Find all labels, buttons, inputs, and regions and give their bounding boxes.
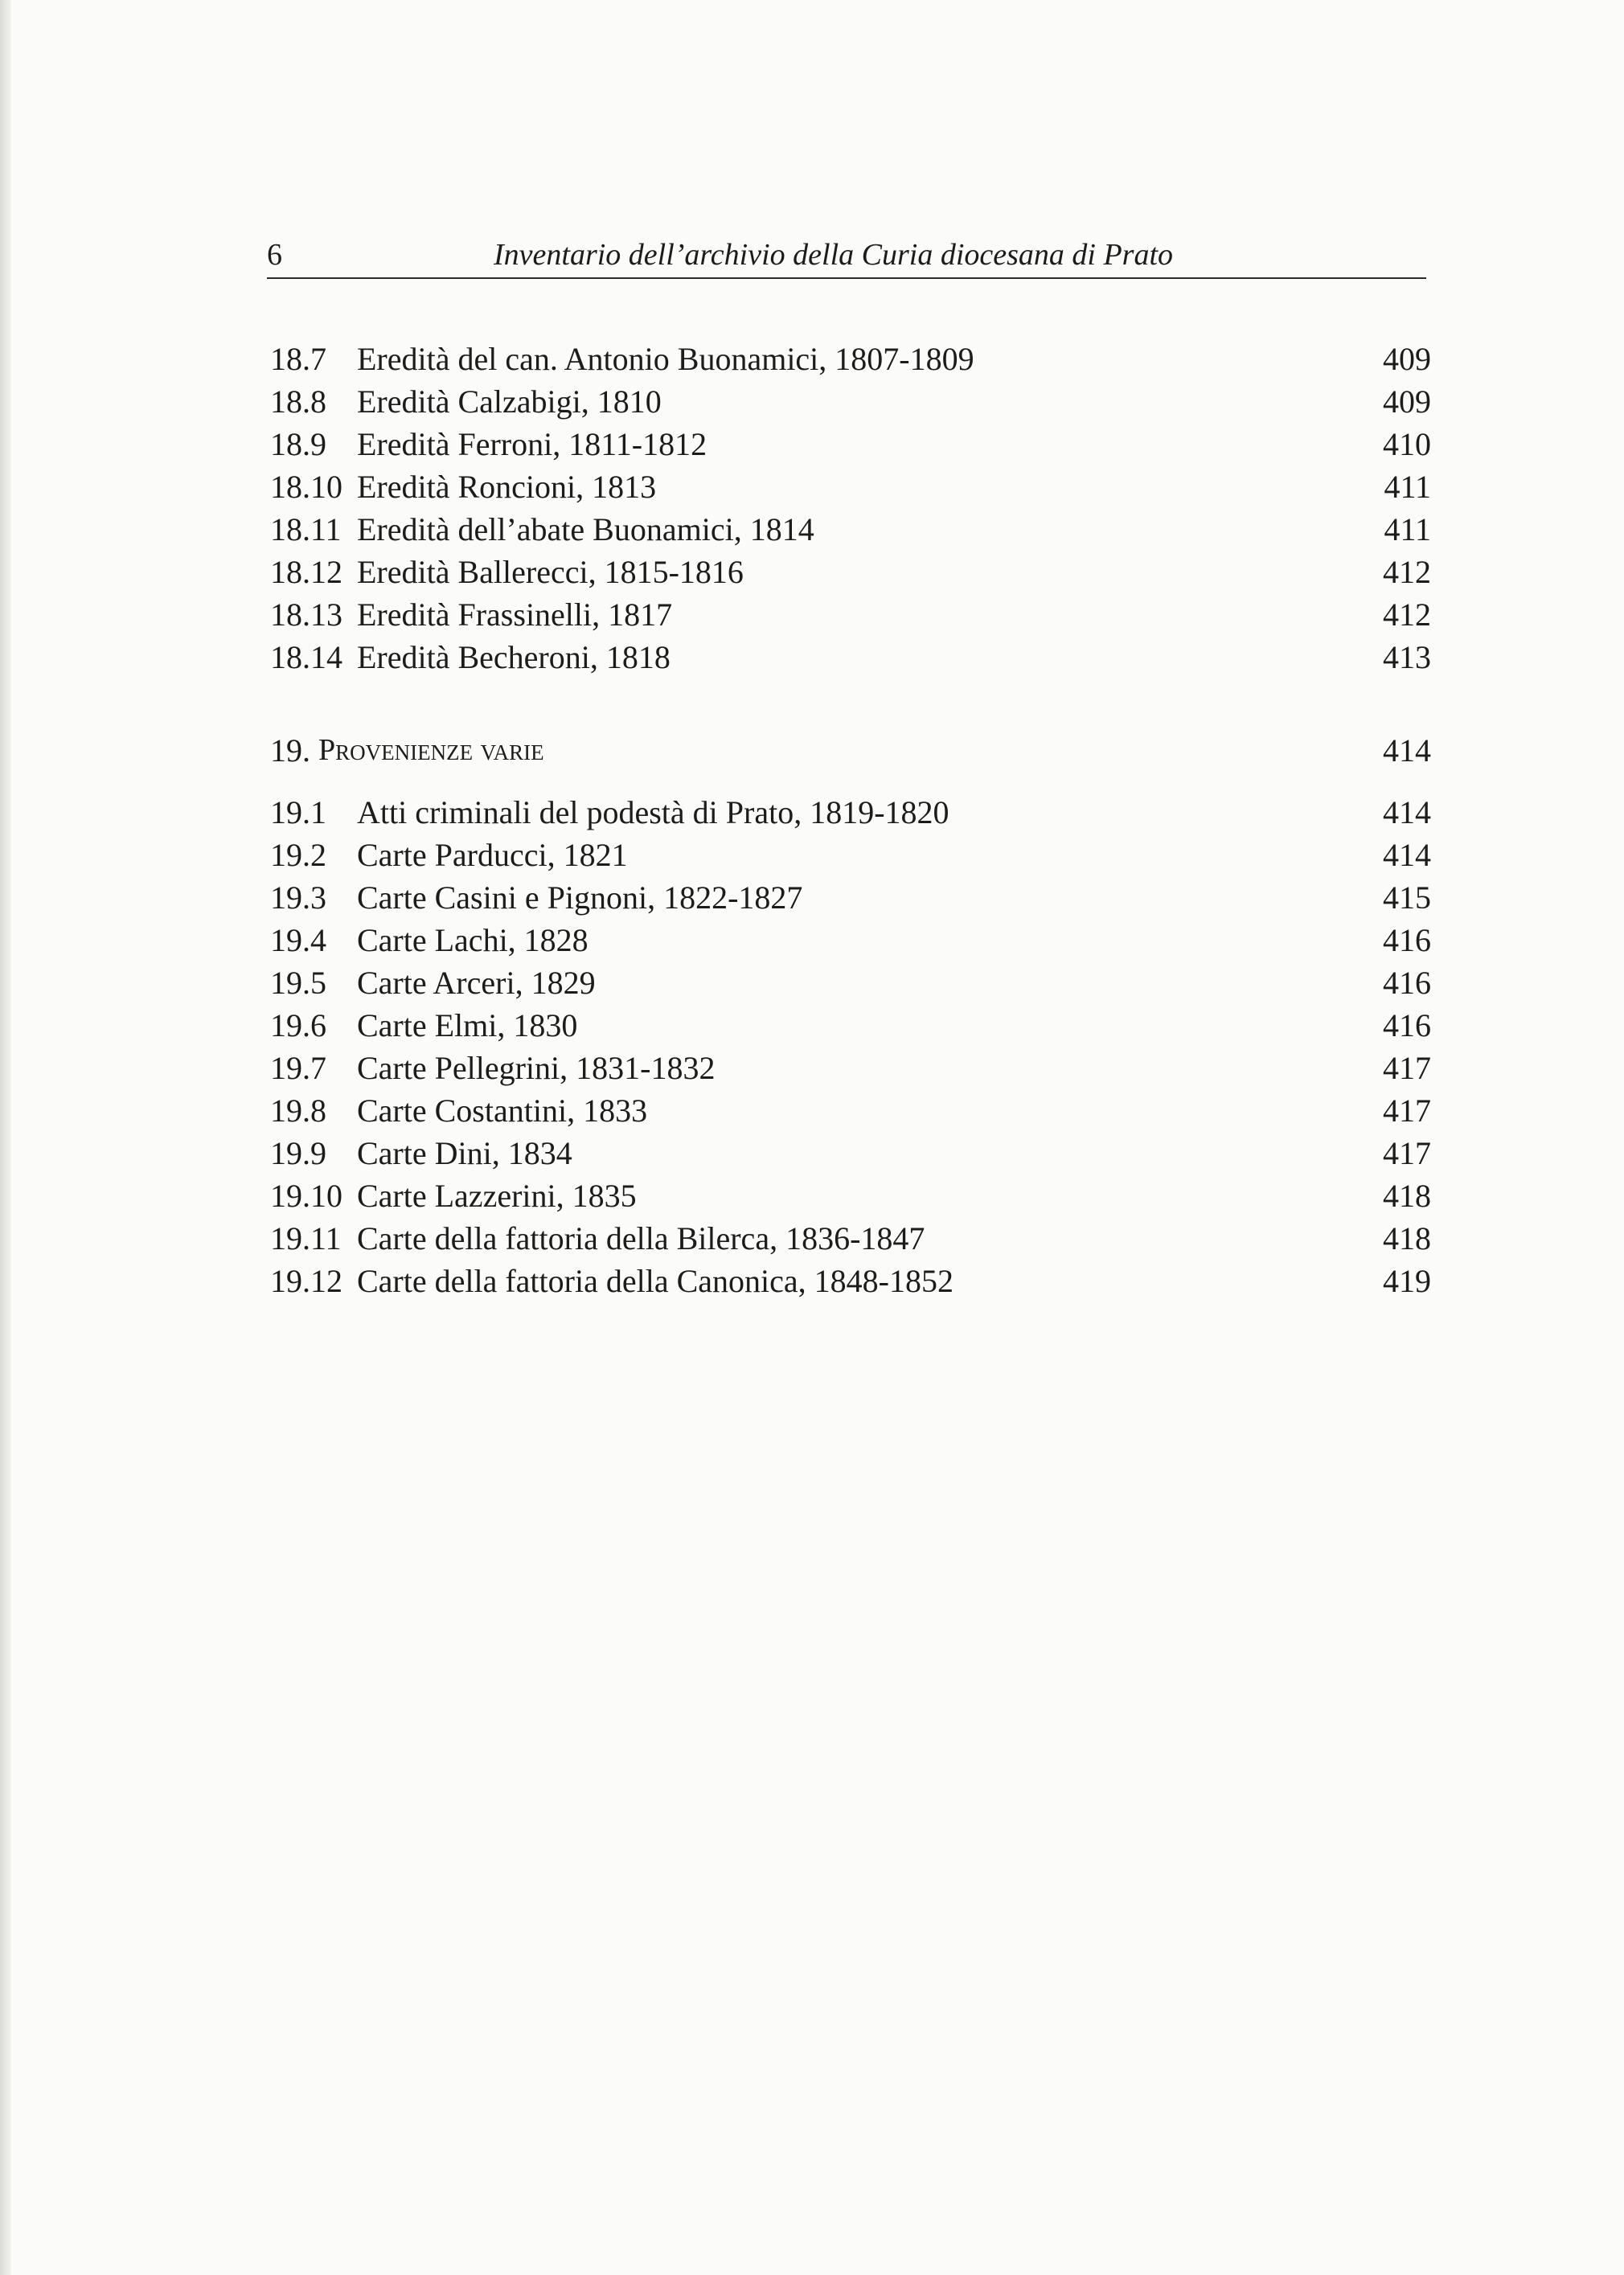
- entry-title: Carte Casini e Pignoni, 1822-1827: [357, 879, 803, 916]
- toc-section-heading: [270, 729, 1431, 772]
- entry-number: 18.11: [270, 511, 342, 547]
- entry-number: 18.10: [270, 469, 342, 505]
- entry-page: 416: [1383, 922, 1431, 958]
- header-rule: [267, 277, 1426, 279]
- toc-entry: [270, 1047, 1431, 1089]
- entry-number: 19.3: [270, 879, 326, 916]
- page-number: 6: [267, 238, 282, 272]
- entry-page: 412: [1383, 554, 1431, 590]
- toc-entry: [270, 380, 1431, 423]
- entry-number: 18.13: [270, 596, 342, 633]
- entry-number: 19.10: [270, 1178, 342, 1214]
- entry-page: 414: [1383, 794, 1431, 830]
- entry-page: 411: [1384, 469, 1431, 505]
- entry-title: Eredità Ballerecci, 1815-1816: [357, 554, 744, 590]
- section-page: 414: [1383, 732, 1431, 769]
- running-header: [267, 235, 1426, 283]
- entry-number: 19.2: [270, 837, 326, 873]
- toc-entry: [270, 551, 1431, 593]
- entry-title: Eredità Roncioni, 1813: [357, 469, 657, 505]
- toc-entry: [270, 1260, 1431, 1302]
- entry-title: Eredità Ferroni, 1811-1812: [357, 426, 707, 462]
- toc-entry: [270, 791, 1431, 834]
- toc-entry: [270, 876, 1431, 919]
- entry-title: Carte Parducci, 1821: [357, 837, 628, 873]
- entry-page: 416: [1383, 965, 1431, 1001]
- toc-entry: [270, 1089, 1431, 1132]
- toc-list-19: [270, 791, 1431, 1302]
- toc-entry: [270, 961, 1431, 1004]
- page-edge: [0, 0, 11, 2275]
- entry-page: 411: [1384, 511, 1431, 547]
- entry-number: 19.11: [270, 1220, 342, 1256]
- entry-number: 19.5: [270, 965, 326, 1001]
- entry-title: Eredità Frassinelli, 1817: [357, 596, 673, 633]
- entry-title: Carte Dini, 1834: [357, 1135, 572, 1171]
- entry-page: 417: [1383, 1135, 1431, 1171]
- toc-entry: [270, 423, 1431, 465]
- entry-page: 417: [1383, 1092, 1431, 1129]
- section-heading-row: [270, 729, 1431, 772]
- toc-entry: [270, 1004, 1431, 1047]
- running-title: Inventario dell’archivio della Curia diocesana di Prato: [494, 238, 1174, 272]
- entry-number: 18.14: [270, 639, 342, 675]
- entry-number: 19.1: [270, 794, 326, 830]
- toc-entry: [270, 919, 1431, 961]
- entry-number: 19.8: [270, 1092, 326, 1129]
- entry-number: 18.12: [270, 554, 342, 590]
- entry-title: Carte Costantini, 1833: [357, 1092, 648, 1129]
- entry-title: Carte Lazzerini, 1835: [357, 1178, 637, 1214]
- entry-page: 413: [1383, 639, 1431, 675]
- entry-page: 417: [1383, 1050, 1431, 1086]
- entry-number: 19.12: [270, 1263, 342, 1299]
- entry-page: 416: [1383, 1007, 1431, 1043]
- toc-entry: [270, 1132, 1431, 1174]
- entry-page: 409: [1383, 383, 1431, 420]
- entry-title: Eredità dell’abate Buonamici, 1814: [357, 511, 814, 547]
- section-title: Provenienze varie: [318, 733, 544, 767]
- toc-entry: [270, 508, 1431, 551]
- toc-entry: [270, 636, 1431, 678]
- entry-number: 19.9: [270, 1135, 326, 1171]
- entry-page: 415: [1383, 879, 1431, 916]
- entry-title: Eredità Calzabigi, 1810: [357, 383, 662, 420]
- entry-title: Carte della fattoria della Canonica, 1848-1852: [357, 1263, 953, 1299]
- toc-list-18: [270, 338, 1431, 678]
- toc-entry: [270, 1174, 1431, 1217]
- entry-page: 410: [1383, 426, 1431, 462]
- entry-page: 412: [1383, 596, 1431, 633]
- toc-entry: [270, 834, 1431, 876]
- toc-entry: [270, 338, 1431, 380]
- toc-entry: [270, 465, 1431, 508]
- entry-title: Carte della fattoria della Bilerca, 1836-1847: [357, 1220, 925, 1256]
- entry-title: Carte Lachi, 1828: [357, 922, 588, 958]
- entry-page: 418: [1383, 1178, 1431, 1214]
- section-number: 19.: [270, 732, 310, 769]
- entry-page: 419: [1383, 1263, 1431, 1299]
- entry-number: 19.6: [270, 1007, 326, 1043]
- entry-number: 18.8: [270, 383, 326, 420]
- entry-page: 409: [1383, 341, 1431, 377]
- entry-number: 19.7: [270, 1050, 326, 1086]
- entry-title: Eredità del can. Antonio Buonamici, 1807-1809: [357, 341, 974, 377]
- entry-number: 19.4: [270, 922, 326, 958]
- entry-title: Carte Arceri, 1829: [357, 965, 596, 1001]
- entry-page: 418: [1383, 1220, 1431, 1256]
- toc-entry: [270, 1217, 1431, 1260]
- entry-number: 18.9: [270, 426, 326, 462]
- entry-title: Atti criminali del podestà di Prato, 1819-1820: [357, 794, 949, 830]
- entry-title: Eredità Becheroni, 1818: [357, 639, 671, 675]
- toc-entry: [270, 593, 1431, 636]
- entry-title: Carte Elmi, 1830: [357, 1007, 578, 1043]
- entry-page: 414: [1383, 837, 1431, 873]
- entry-number: 18.7: [270, 341, 326, 377]
- entry-title: Carte Pellegrini, 1831-1832: [357, 1050, 716, 1086]
